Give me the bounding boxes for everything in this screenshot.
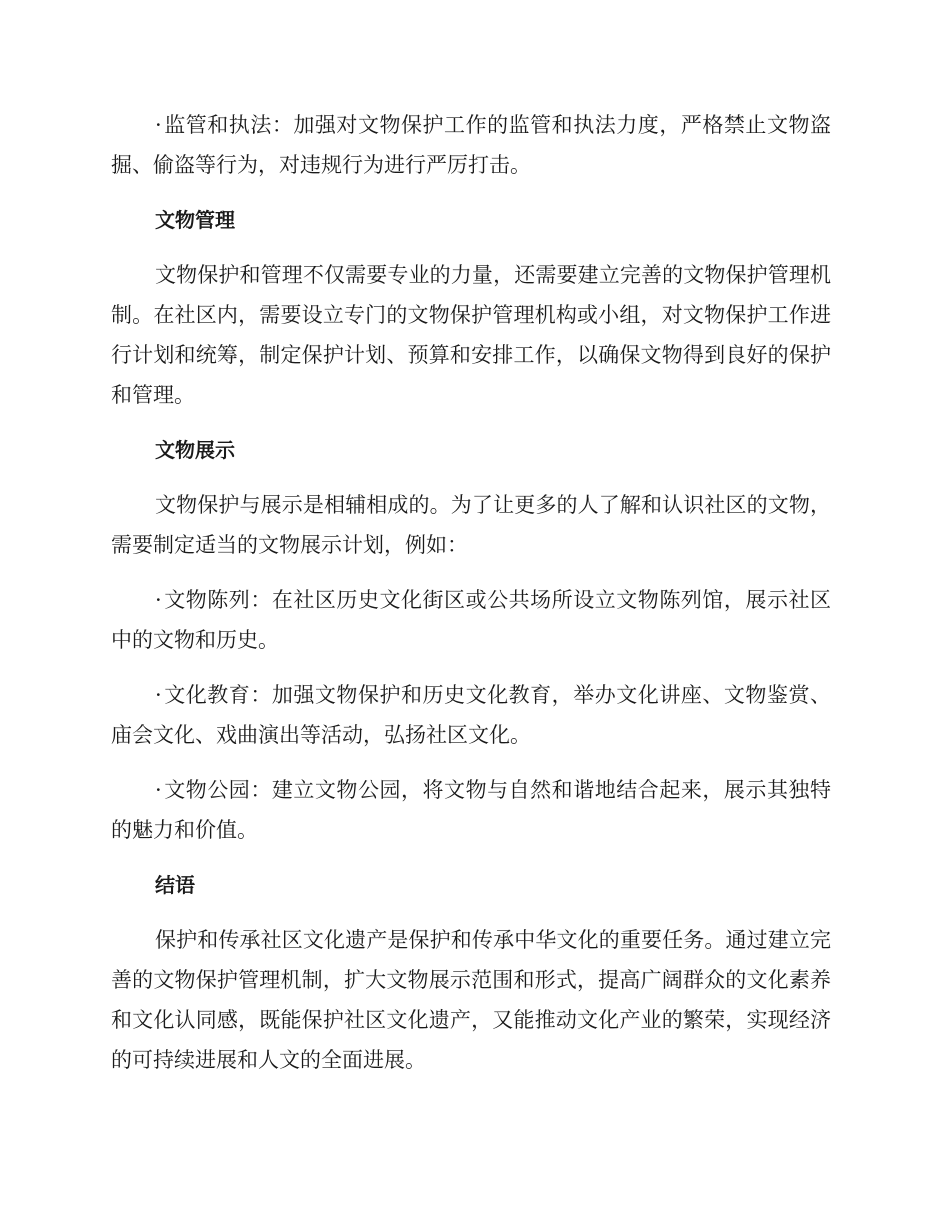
bullet-item-supervision xyxy=(111,105,831,185)
bullet-item-exhibition xyxy=(111,580,831,660)
bullet-item-education xyxy=(111,675,831,755)
section-heading-conclusion: 结语 xyxy=(155,873,195,897)
bullet-mark: · xyxy=(155,778,162,802)
bullet-mark: · xyxy=(155,683,162,707)
bullet-text: 文物公园：建立文物公园，将文物与自然和谐地结合起来，展示其独特的魅力和价值。 xyxy=(111,778,831,842)
paragraph-management: 文物保护和管理不仅需要专业的力量，还需要建立完善的文物保护管理机制。在社区内，需要设立专门的文物保护管理机构或小组，对文物保护工作进行计划和统筹，制定保护计划、预算和安排工作，以确保文物得到良好的保护和管理。 xyxy=(111,263,831,407)
document-page xyxy=(111,105,831,1095)
bullet-text: 监管和执法：加强对文物保护工作的监管和执法力度，严格禁止文物盗掘、偷盗等行为，对违规行为进行严厉打击。 xyxy=(111,113,831,177)
bullet-text: 文物陈列：在社区历史文化街区或公共场所设立文物陈列馆，展示社区中的文物和历史。 xyxy=(111,588,831,652)
paragraph-display: 文物保护与展示是相辅相成的。为了让更多的人了解和认识社区的文物，需要制定适当的文物展示计划，例如： xyxy=(111,493,831,557)
bullet-item-park xyxy=(111,770,831,850)
bullet-text: 文化教育：加强文物保护和历史文化教育，举办文化讲座、文物鉴赏、庙会文化、戏曲演出等活动，弘扬社区文化。 xyxy=(111,683,831,747)
section-heading-management: 文物管理 xyxy=(155,208,235,232)
section-heading-display: 文物展示 xyxy=(155,438,235,462)
bullet-mark: · xyxy=(155,113,162,137)
bullet-mark: · xyxy=(155,588,162,612)
paragraph-conclusion: 保护和传承社区文化遗产是保护和传承中华文化的重要任务。通过建立完善的文物保护管理机制，扩大文物展示范围和形式，提高广阔群众的文化素养和文化认同感，既能保护社区文化遗产，又能推动文化产业的繁荣，实现经济的可持续进展和人文的全面进展。 xyxy=(111,928,831,1072)
